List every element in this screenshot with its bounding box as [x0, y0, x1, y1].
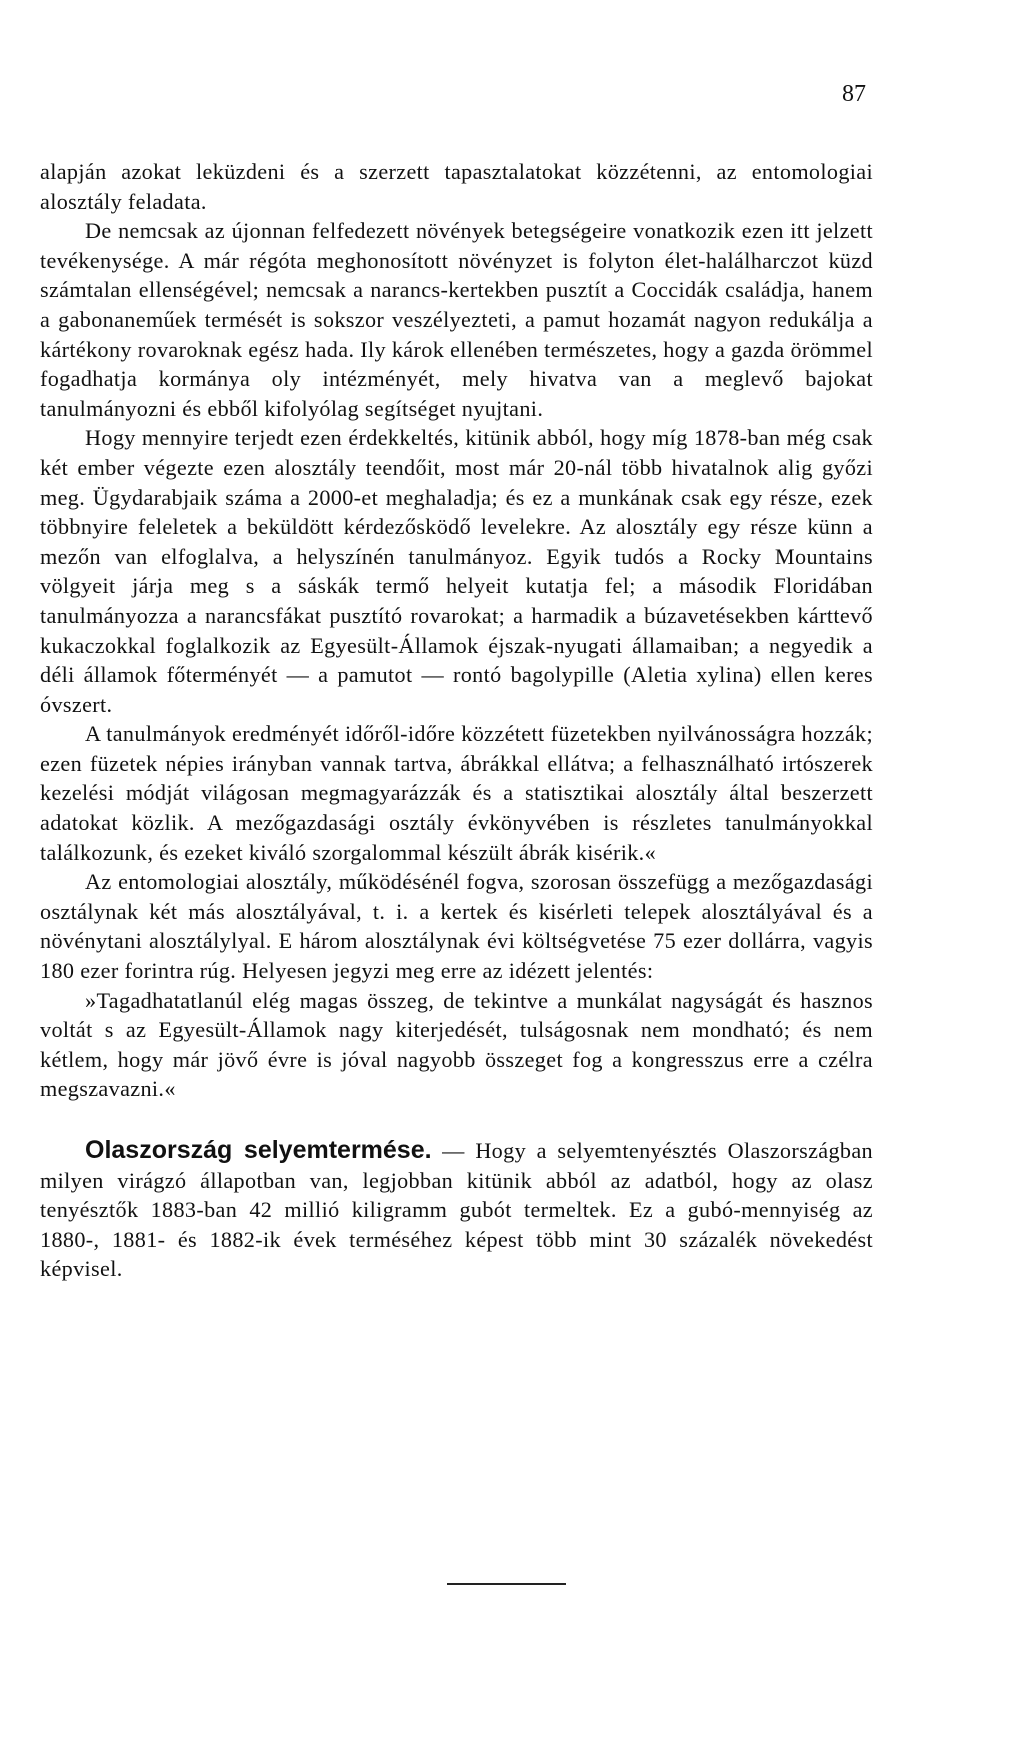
section-separator: — [431, 1138, 476, 1163]
section-heading: Olaszország selyemtermése. [85, 1136, 432, 1164]
page-number: 87 [842, 81, 866, 107]
article-body [40, 157, 873, 1284]
paragraph-pest-activity: De nemcsak az újonnan felfedezett növények betegségeire vonatkozik ezen itt jelzett tevékenysége. A már régóta meghonosított növényzet is folyton élet-halálharczot küzd számtalan ellenségével; nemcsak a narancs-kertekben pusztít a Coccidák családja, hanem a gabonaneműek termését is sokszor veszélyezteti, a pamut hozamát nagyon redukálja a kártékony rovaroknak egész hada. Ily károk ellenében természetes, hogy a gazda örömmel fogadhatja kormánya oly intézményét, mely hivatva van a meglevő bajokat tanulmányozni és ebből kifolyólag segítséget nyujtani. [40, 218, 873, 421]
section-text: Hogy a selyemtenyésztés Olaszországban milyen virágzó állapotban van, legjobban kitünik abból az adatból, hogy az olasz tenyésztők 1883-ban 42 millió kiligramm gubót termeltek. Ez a gubó-mennyiség az 1880-, 1881- és 1882-ik évek terméséhez képest több mint 30 százalék növekedést képvisel. [40, 1138, 873, 1282]
section-silk-production [40, 1136, 873, 1284]
paragraph-publications: A tanulmányok eredményét időről-időre közzétett füzetekben nyilvánosságra hozzák; ezen füzetek népies irányban vannak tartva, ábrákkal ellátva; a felhasználható irtószerek kezelési módját világosan megmagyarázzák és a statisztikai alosztály által beszerzett adatokat közlik. A mezőgazdasági osztály évkönyvében is részletes tanulmányokkal találkozunk, és ezeket kiváló szorgalommal készült ábrák kisérik.« [40, 721, 873, 865]
paragraph-staff-growth: Hogy mennyire terjedt ezen érdekkeltés, kitünik abból, hogy míg 1878-ban még csak két ember végezte ezen alosztály teendőit, most már 20-nál több hivatalnok alig győzi meg. Ügydarabjaik száma a 2000-et meghaladja; és ez a munkának csak egy része, ezek többnyire feleletek a beküldött kérdezősködő levelekre. Az alosztály egy része künn a mezőn van elfoglalva, a helyszínén tanulmányoz. Egyik tudós a Rocky Mountains völgyeit járja meg s a sáskák termő helyeit kutatja fel; a második Floridában tanulmányozza a narancsfákat pusztító rovarokat; a harmadik a búzavetésekben kárttevő kukaczokkal foglalkozik az Egyesült-Államok éjszak-nyugati államaiban; a negyedik a déli államok főterményét — a pamutot — rontó bagolypille (Aletia xylina) ellen keres óvszert. [40, 425, 873, 717]
paragraph-budget: Az entomologiai alosztály, működésénél fogva, szorosan összefügg a mezőgazdasági osztálynak két más alosztályával, t. i. a kertek és kisérleti telepek alosztályával és a növénytani alosztálylyal. E három alosztálynak évi költségvetése 75 ezer dollárra, vagyis 180 ezer forintra rúg. Helyesen jegyzi meg erre az idézett jelentés: [40, 869, 873, 984]
paragraph-quote: »Tagadhatatlanúl elég magas összeg, de tekintve a munkálat nagyságát és hasznos voltát s az Egyesült-Államok nagy kiterjedését, tulságosnak nem mondható; és nem kétlem, hogy már jövő évre is jóval nagyobb összeget fog a kongresszus erre a czélra megszavazni.« [40, 987, 873, 1102]
paragraph-continuation: alapján azokat leküzdeni és a szerzett tapasztalatokat közzétenni, az entomologiai alosztály feladata. [40, 159, 873, 214]
closing-rule [447, 1583, 566, 1585]
